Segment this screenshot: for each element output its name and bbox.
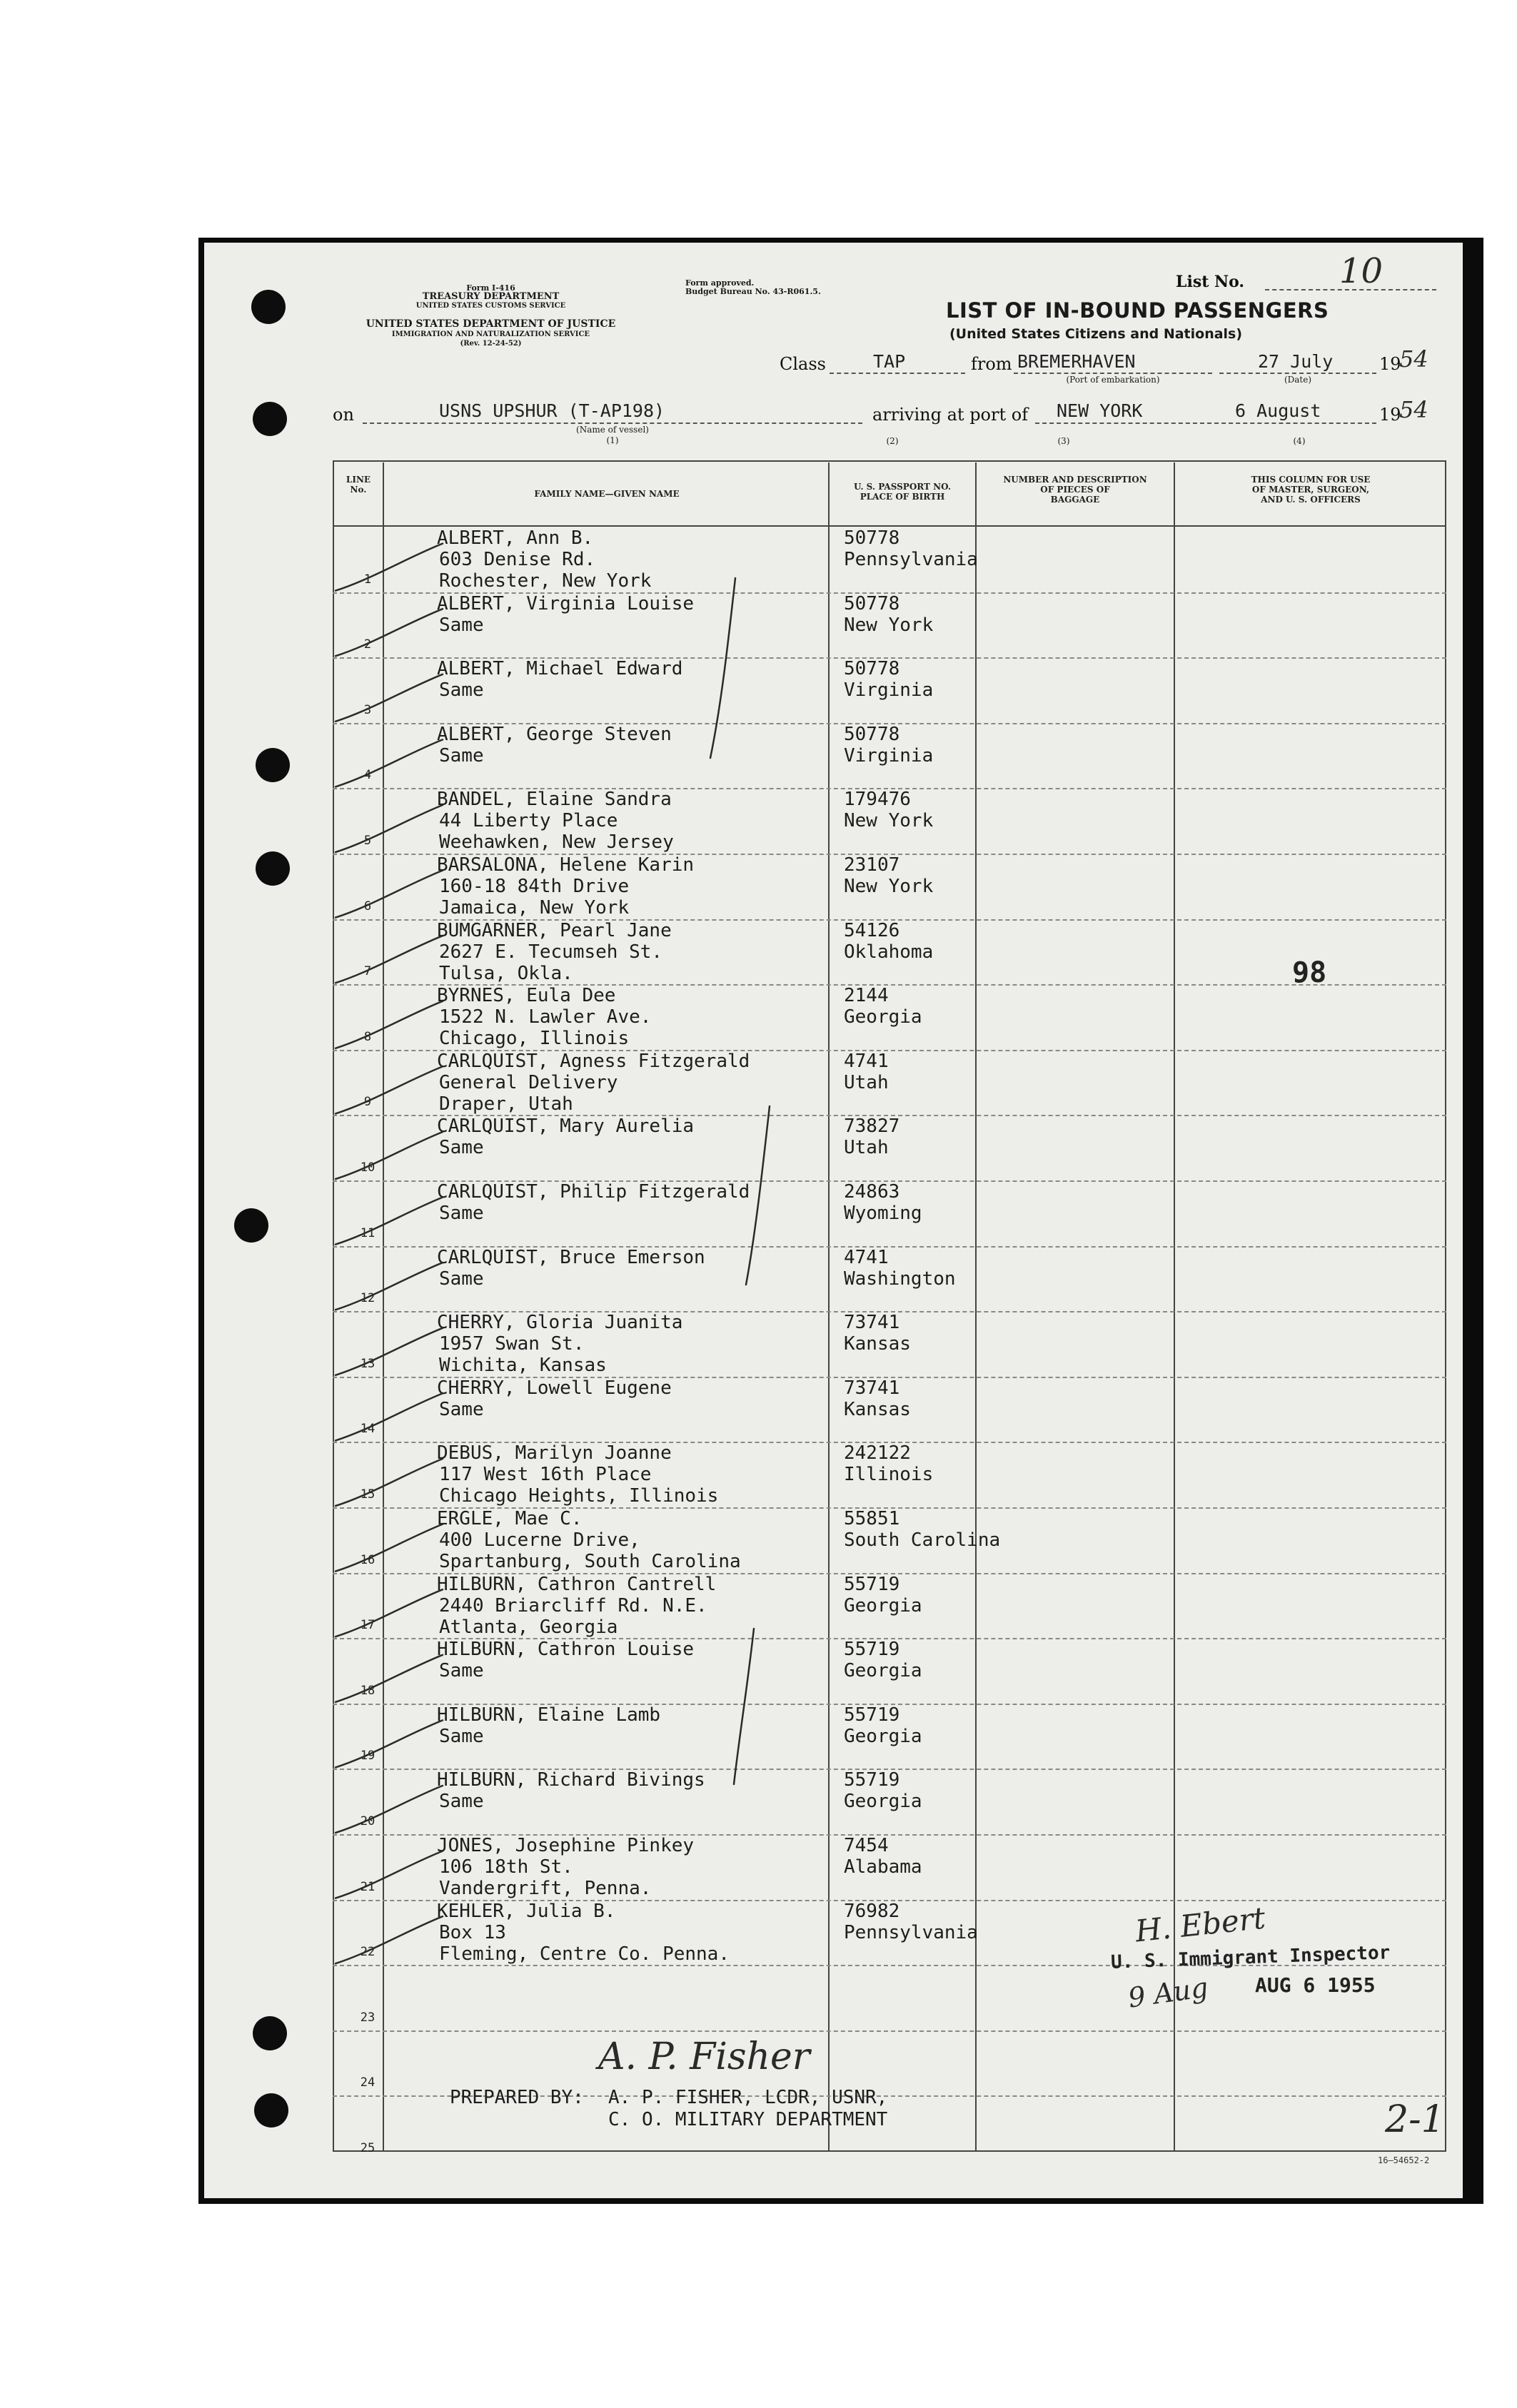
place-of-birth: South Carolina <box>844 1529 1001 1551</box>
passport-number: 76982 <box>844 1900 900 1922</box>
family-given-name: HILBURN, Elaine Lamb <box>437 1704 661 1726</box>
place-of-birth: Pennsylvania <box>844 549 978 570</box>
vessel-caption: (Name of vessel) <box>576 425 649 435</box>
place-of-birth: Oklahoma <box>844 941 934 963</box>
inspector-initials: 9 Aug <box>1126 1971 1211 2014</box>
family-given-name: KEHLER, Julia B. <box>437 1900 616 1922</box>
line-number: 8 <box>363 1029 372 1044</box>
passport-number: 179476 <box>844 789 911 811</box>
place-of-birth: Georgia <box>844 1594 922 1617</box>
line-number: 21 <box>360 1879 376 1894</box>
family-given-name: BUMGARNER, Pearl Jane <box>437 919 672 941</box>
check-mark <box>336 1328 443 1375</box>
class-label: Class <box>780 354 826 374</box>
line-number: 7 <box>363 964 372 979</box>
address-line-1: Same <box>439 1268 484 1290</box>
passport-number: 7454 <box>844 1835 889 1856</box>
arrival-year-prefix: 19 <box>1379 405 1401 425</box>
family-given-name: CARLQUIST, Mary Aurelia <box>437 1116 695 1138</box>
passport-number: 73827 <box>844 1116 900 1138</box>
family-given-name: ALBERT, George Steven <box>437 723 672 745</box>
family-given-name: BYRNES, Eula Dee <box>437 985 616 1007</box>
address-line-1: Same <box>439 1137 484 1159</box>
stamp-date: AUG 6 1955 <box>1255 1973 1376 1997</box>
family-bracket <box>710 578 735 758</box>
line-number: 6 <box>363 899 372 914</box>
check-mark <box>336 1655 443 1702</box>
check-mark <box>336 739 443 786</box>
budget-bureau: Budget Bureau No. 43-R061.5. <box>685 287 821 296</box>
family-given-name: DEBUS, Marilyn Joanne <box>437 1442 672 1464</box>
place-of-birth: Virginia <box>844 679 934 702</box>
address-line-1: 117 West 16th Place <box>439 1464 652 1486</box>
arrival-year-value: 54 <box>1399 396 1428 423</box>
arriving-label: arriving at port of <box>872 405 1029 425</box>
place-of-birth: Utah <box>844 1137 889 1159</box>
preparer-signature: A. P. Fisher <box>598 2035 810 2078</box>
address-line-1: 400 Lucerne Drive, <box>439 1529 640 1551</box>
col2-number: (2) <box>886 436 899 446</box>
place-of-birth: Alabama <box>844 1856 922 1878</box>
passport-number: 50778 <box>844 723 900 745</box>
place-of-birth: Georgia <box>844 1006 922 1028</box>
prepared-by-label: PREPARED BY: <box>450 2087 584 2108</box>
justice-department: UNITED STATES DEPARTMENT OF JUSTICE <box>366 318 616 330</box>
check-mark <box>336 1393 443 1440</box>
passport-number: 55719 <box>844 1573 900 1595</box>
vessel-name: USNS UPSHUR (T-AP198) <box>439 400 665 421</box>
place-of-birth: Virginia <box>844 744 934 767</box>
place-of-birth: New York <box>844 810 934 832</box>
line-number: 9 <box>363 1095 372 1110</box>
embark-date: 27 July <box>1258 351 1334 372</box>
family-given-name: ALBERT, Ann B. <box>437 527 594 549</box>
footer-code: 16—54652-2 <box>1378 2155 1430 2165</box>
line-number: 24 <box>360 2075 376 2090</box>
check-mark <box>336 1524 443 1572</box>
check-mark <box>336 674 443 722</box>
address-line-2: Chicago Heights, Illinois <box>439 1485 719 1507</box>
line-number: 18 <box>360 1683 376 1698</box>
line-number: 25 <box>360 2141 376 2155</box>
class-value: TAP <box>873 351 906 372</box>
family-given-name: CHERRY, Lowell Eugene <box>437 1377 672 1399</box>
passport-number: 55719 <box>844 1639 900 1661</box>
address-line-1: 2440 Briarcliff Rd. N.E. <box>439 1594 707 1617</box>
check-mark <box>336 1198 443 1245</box>
family-bracket <box>734 1629 754 1784</box>
passport-number: 242122 <box>844 1442 911 1464</box>
family-given-name: HILBURN, Cathron Louise <box>437 1639 695 1661</box>
family-given-name: CARLQUIST, Agness Fitzgerald <box>437 1050 750 1072</box>
line-number: 2 <box>363 637 372 652</box>
line-number: 10 <box>360 1160 376 1175</box>
family-given-name: CHERRY, Gloria Juanita <box>437 1312 683 1334</box>
passport-number: 55719 <box>844 1769 900 1791</box>
passport-number: 50778 <box>844 658 900 680</box>
check-mark <box>336 936 443 983</box>
line-number: 1 <box>363 572 372 587</box>
passport-number: 2144 <box>844 985 889 1007</box>
address-line-2: Wichita, Kansas <box>439 1355 607 1377</box>
document-subtitle: (United States Citizens and Nationals) <box>949 326 1243 342</box>
check-mark <box>336 544 443 591</box>
list-number: 10 <box>1339 251 1384 291</box>
address-line-1: 603 Denise Rd. <box>439 549 596 570</box>
address-line-2: Chicago, Illinois <box>439 1028 630 1050</box>
address-line-1: 1522 N. Lawler Ave. <box>439 1006 652 1028</box>
from-label: from <box>971 354 1012 374</box>
col4-number: (4) <box>1293 436 1306 446</box>
place-of-birth: Washington <box>844 1268 956 1290</box>
line-number: 15 <box>360 1487 376 1502</box>
passport-number: 73741 <box>844 1377 900 1399</box>
address-line-2: Draper, Utah <box>439 1093 573 1115</box>
address-line-1: Same <box>439 744 484 767</box>
col3-number: (3) <box>1057 436 1070 446</box>
address-line-2: Weehawken, New Jersey <box>439 831 674 854</box>
family-given-name: JONES, Josephine Pinkey <box>437 1835 695 1856</box>
embark-caption: (Port of embarkation) <box>1066 375 1160 385</box>
check-mark <box>336 1001 443 1048</box>
family-given-name: ERGLE, Mae C. <box>437 1508 583 1529</box>
check-mark <box>336 1263 443 1310</box>
treasury-department: TREASURY DEPARTMENT <box>422 291 560 302</box>
passport-number: 4741 <box>844 1050 889 1072</box>
address-line-1: 1957 Swan St. <box>439 1333 585 1355</box>
passport-number: 50778 <box>844 592 900 614</box>
place-of-birth: Utah <box>844 1071 889 1093</box>
prepared-by-line1: A. P. FISHER, LCDR, USNR, <box>608 2087 888 2108</box>
passport-number: 4741 <box>844 1246 889 1268</box>
place-of-birth: Pennsylvania <box>844 1921 978 1943</box>
check-mark <box>336 1066 443 1113</box>
header-officers: THIS COLUMN FOR USE OF MASTER, SURGEON, AND U. S. OFFICERS <box>1251 475 1371 505</box>
line-number: 5 <box>363 834 372 848</box>
address-line-2: Atlanta, Georgia <box>439 1616 618 1638</box>
passport-number: 54126 <box>844 919 900 941</box>
family-given-name: CARLQUIST, Philip Fitzgerald <box>437 1181 750 1203</box>
line-number: 22 <box>360 1945 376 1960</box>
place-of-birth: Georgia <box>844 1725 922 1747</box>
customs-service: UNITED STATES CUSTOMS SERVICE <box>415 302 566 310</box>
year-prefix: 19 <box>1379 354 1401 374</box>
line-number: 23 <box>360 2010 376 2025</box>
inspector-signature: H. Ebert <box>1133 1900 1267 1949</box>
place-of-birth: Kansas <box>844 1333 911 1355</box>
place-of-birth: Illinois <box>844 1464 934 1486</box>
address-line-1: 44 Liberty Place <box>439 810 618 832</box>
vessel-column-number: (1) <box>606 435 619 445</box>
check-mark <box>336 1132 443 1179</box>
list-no-label: List No. <box>1176 273 1245 291</box>
check-mark <box>336 1720 443 1767</box>
family-given-name: ALBERT, Michael Edward <box>437 658 683 680</box>
officer-count: 98 <box>1292 956 1327 989</box>
address-line-1: Same <box>439 1203 484 1224</box>
check-mark <box>336 871 443 918</box>
address-line-2: Jamaica, New York <box>439 897 630 919</box>
check-mark <box>336 805 443 852</box>
address-line-2: Fleming, Centre Co. Penna. <box>439 1943 730 1965</box>
address-line-2: Rochester, New York <box>439 570 652 592</box>
place-of-birth: Georgia <box>844 1791 922 1813</box>
arrival-date: 6 August <box>1235 400 1321 421</box>
address-line-1: Same <box>439 614 484 636</box>
address-line-2: Tulsa, Okla. <box>439 962 573 984</box>
passport-number: 23107 <box>844 854 900 876</box>
address-line-1: 2627 E. Tecumseh St. <box>439 941 663 963</box>
check-mark <box>336 1459 443 1506</box>
family-given-name: HILBURN, Richard Bivings <box>437 1769 705 1791</box>
family-bracket <box>746 1106 770 1285</box>
address-line-1: Same <box>439 1660 484 1682</box>
line-number: 4 <box>363 768 372 783</box>
immigration-service: IMMIGRATION AND NATURALIZATION SERVICE <box>391 330 590 338</box>
line-number: 19 <box>360 1749 376 1764</box>
inspector-stamp: U. S. Immigrant Inspector <box>1110 1942 1391 1973</box>
header-name: FAMILY NAME—GIVEN NAME <box>534 489 680 499</box>
passport-number: 73741 <box>844 1312 900 1334</box>
header-line-no: LINE No. <box>346 475 371 495</box>
line-number: 14 <box>360 1422 376 1437</box>
passport-number: 55719 <box>844 1704 900 1726</box>
address-line-1: Same <box>439 1398 484 1420</box>
check-mark <box>336 1786 443 1833</box>
place-of-birth: Wyoming <box>844 1203 922 1224</box>
line-number: 16 <box>360 1552 376 1567</box>
on-label: on <box>333 405 354 425</box>
passport-number: 50778 <box>844 527 900 549</box>
document-title: LIST OF IN-BOUND PASSENGERS <box>946 298 1329 323</box>
arrival-port: NEW YORK <box>1057 400 1143 421</box>
address-line-1: 106 18th St. <box>439 1856 573 1878</box>
corner-mark: 2-1 <box>1385 2098 1445 2141</box>
family-given-name: BANDEL, Elaine Sandra <box>437 789 672 811</box>
family-given-name: CARLQUIST, Bruce Emerson <box>437 1246 705 1268</box>
date-caption: (Date) <box>1284 375 1312 385</box>
line-number: 13 <box>360 1356 376 1371</box>
place-of-birth: New York <box>844 614 934 636</box>
family-given-name: BARSALONA, Helene Karin <box>437 854 695 876</box>
header-passport: U. S. PASSPORT NO. PLACE OF BIRTH <box>853 482 952 502</box>
revision-date: (Rev. 12-24-52) <box>460 340 522 348</box>
address-line-1: General Delivery <box>439 1071 618 1093</box>
family-given-name: HILBURN, Cathron Cantrell <box>437 1573 717 1595</box>
place-of-birth: New York <box>844 876 934 897</box>
line-number: 11 <box>360 1225 376 1240</box>
check-mark <box>336 1851 443 1898</box>
form-approved: Form approved. <box>685 278 755 288</box>
check-mark <box>336 1916 443 1963</box>
check-mark <box>336 609 443 656</box>
address-line-1: Same <box>439 679 484 702</box>
line-number: 12 <box>360 1291 376 1306</box>
address-line-2: Spartanburg, South Carolina <box>439 1551 741 1572</box>
place-of-birth: Kansas <box>844 1398 911 1420</box>
address-line-1: Same <box>439 1725 484 1747</box>
address-line-2: Vandergrift, Penna. <box>439 1878 652 1899</box>
address-line-1: Box 13 <box>439 1921 506 1943</box>
passport-number: 55851 <box>844 1508 900 1529</box>
line-number: 3 <box>363 702 372 717</box>
line-number: 20 <box>360 1814 376 1828</box>
address-line-1: Same <box>439 1791 484 1813</box>
year-value: 54 <box>1399 345 1428 373</box>
header-baggage: NUMBER AND DESCRIPTION OF PIECES OF BAGGAGE <box>1003 475 1147 505</box>
prepared-by-line2: C. O. MILITARY DEPARTMENT <box>608 2109 888 2130</box>
address-line-1: 160-18 84th Drive <box>439 876 630 897</box>
passport-number: 24863 <box>844 1181 900 1203</box>
port-of-embarkation: BREMERHAVEN <box>1017 351 1136 372</box>
check-mark <box>336 1589 443 1636</box>
line-number: 17 <box>360 1618 376 1633</box>
form-number: Form I-416 <box>466 283 515 293</box>
family-given-name: ALBERT, Virginia Louise <box>437 592 695 614</box>
place-of-birth: Georgia <box>844 1660 922 1682</box>
